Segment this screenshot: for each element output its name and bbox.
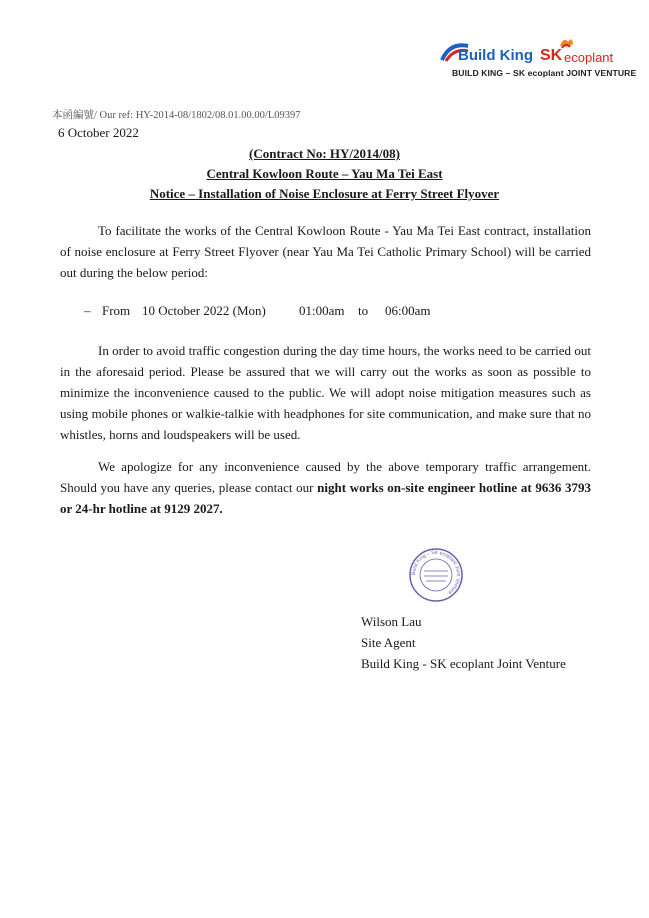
company-stamp: [408, 547, 464, 603]
paragraph-contact-text: [60, 456, 591, 519]
period-from-date: 10 October 2022 (Mon): [142, 303, 266, 318]
notice-heading: Notice – Installation of Noise Enclosure at Ferry Street Flyover: [149, 186, 500, 201]
contact-hotline-text: night works on-site engineer hotline at 9636 3793 or 24-hr hotline at 9129 2027.: [60, 480, 591, 516]
paragraph-details-text: In order to avoid traffic congestion during the day time hours, the works need to be carried out in the aforesaid period. Please be assured that we will carry out the works as soon as possible to minimize the inconvenience caused to the public. We will adopt noise mitigation measures such as using mobile phones or walkie-talkie with headphones for site communication, and make sure that no whistles, horns and loudspeakers will be used.: [60, 343, 591, 442]
sk-butterfly-icon: [558, 36, 574, 50]
signatory-name: Wilson Lau: [361, 614, 422, 629]
signatory-title: Site Agent: [361, 635, 416, 650]
paragraph-contact: [60, 456, 591, 519]
paragraph-intro: [60, 220, 591, 283]
letter-date: 6 October 2022: [58, 125, 139, 140]
reference-number: 本函編號/ Our ref: HY-2014-08/1802/08.01.00.00/L09397: [52, 110, 301, 121]
paragraph-details: [60, 340, 591, 445]
signatory-company: Build King - SK ecoplant Joint Venture: [361, 656, 566, 671]
logo-buildking-text: Build King: [458, 47, 533, 64]
logo-subtitle: BUILD KING – SK ecoplant JOINT VENTURE: [452, 68, 637, 78]
stamp-seal-icon: [408, 547, 464, 603]
company-logo: [440, 34, 637, 84]
contact-normal-text: We apologize for any inconvenience caused by the above temporary traffic arrangement. Should you have any queries, please contact our: [60, 459, 591, 495]
contract-heading: (Contract No: HY/2014/08): [249, 146, 400, 161]
paragraph-intro-text: To facilitate the works of the Central Kowloon Route - Yau Ma Tei East contract, installation of noise enclosure at Ferry Street Flyover (near Yau Ma Tei Catholic Primary School) will be carried out during the below period:: [60, 223, 591, 280]
period-from-label: From: [102, 303, 131, 318]
period-start-time: 01:00am: [299, 303, 345, 318]
period-end-time: 06:00am: [385, 303, 431, 318]
logo-ecoplant-text: ecoplant: [564, 50, 614, 65]
project-heading: Central Kowloon Route – Yau Ma Tei East: [206, 166, 443, 181]
logo-sk-text: SK: [540, 47, 563, 64]
period-to-label: to: [358, 303, 369, 318]
stamp-text: Build King – SK ecoplant Joint Venture: [410, 549, 462, 596]
period-dash: –: [84, 303, 91, 318]
